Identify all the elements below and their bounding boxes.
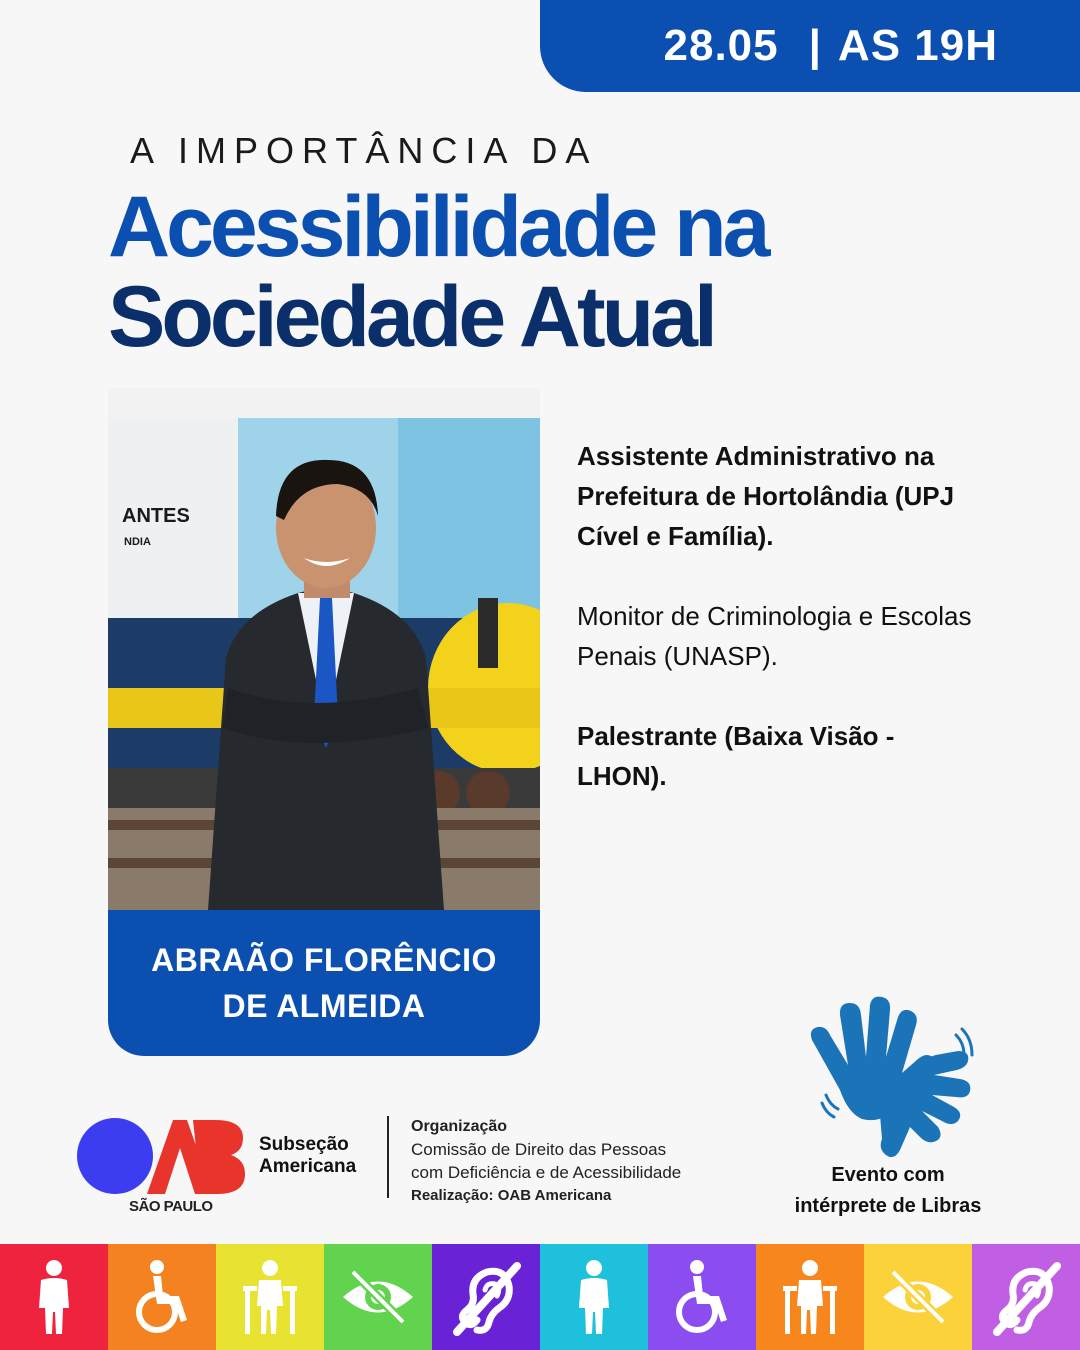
org-line-2: com Deficiência e de Acessibilidade	[411, 1163, 682, 1182]
title-line-2: Sociedade Atual	[108, 269, 714, 365]
libras-line-2: intérprete de Libras	[794, 1195, 982, 1217]
title-kicker: A IMPORTÂNCIA DA	[130, 130, 598, 171]
bio-role: Assistente Administrativo na Prefeitura de Hortolândia (UPJ Cível e Família).	[577, 441, 955, 551]
page-title	[108, 179, 767, 365]
speaker-name-line-1: ABRAÃO FLORÊNCIO	[151, 942, 497, 978]
speaker-bio	[577, 436, 977, 836]
bio-monitor: Monitor de Criminologia e Escolas Penais (UNASP).	[577, 601, 972, 671]
event-date: 28.05	[663, 21, 779, 70]
date-time-banner	[540, 0, 1080, 92]
realizacao: Realização: OAB Americana	[411, 1187, 612, 1204]
wheelchair-icon	[663, 1258, 741, 1336]
eye-slash-icon	[879, 1258, 957, 1336]
date-separator: |	[808, 21, 822, 70]
accessibility-tile-6	[540, 1244, 648, 1350]
speaker-photo	[108, 388, 540, 910]
photo-sign-subtext: NDIA	[124, 536, 151, 548]
photo-sign-text: ANTES	[122, 505, 190, 527]
accessibility-tile-3	[216, 1244, 324, 1350]
accessibility-tile-2	[108, 1244, 216, 1350]
accessibility-tile-1	[0, 1244, 108, 1350]
event-time: AS 19H	[837, 21, 998, 70]
sign-language-hands-icon	[800, 995, 975, 1160]
libras-line-1: Evento com	[831, 1164, 945, 1186]
hearing-impaired-icon	[987, 1258, 1065, 1336]
person-icon	[555, 1258, 633, 1336]
accessibility-tile-4	[324, 1244, 432, 1350]
bio-speaker: Palestrante (Baixa Visão - LHON).	[577, 721, 895, 791]
speaker-name-box	[108, 910, 540, 1056]
accessibility-tile-10	[972, 1244, 1080, 1350]
title-line-1: Acessibilidade na	[108, 179, 767, 275]
org-heading: Organização	[411, 1118, 508, 1135]
subsecao-label	[259, 1134, 356, 1178]
accessibility-tile-5	[432, 1244, 540, 1350]
person-with-crutches-icon	[771, 1258, 849, 1336]
footer-divider	[387, 1116, 389, 1198]
organization-info	[411, 1115, 681, 1207]
org-line-1: Comissão de Direito das Pessoas	[411, 1140, 667, 1159]
speaker-name-line-2: DE ALMEIDA	[222, 988, 426, 1024]
hearing-impaired-icon	[447, 1258, 525, 1336]
eye-slash-icon	[339, 1258, 417, 1336]
accessibility-tile-8	[756, 1244, 864, 1350]
wheelchair-icon	[123, 1258, 201, 1336]
person-with-crutches-icon	[231, 1258, 309, 1336]
subsecao-line-1: Subseção	[259, 1134, 349, 1155]
subsecao-line-2: Americana	[259, 1156, 357, 1177]
speaker-photo-illustration	[108, 388, 540, 910]
person-icon	[15, 1258, 93, 1336]
accessibility-tile-9	[864, 1244, 972, 1350]
libras-notice	[770, 1160, 1006, 1222]
accessibility-icon-strip	[0, 1244, 1080, 1350]
accessibility-tile-7	[648, 1244, 756, 1350]
oab-logo-subtitle: SÃO PAULO	[129, 1198, 213, 1215]
